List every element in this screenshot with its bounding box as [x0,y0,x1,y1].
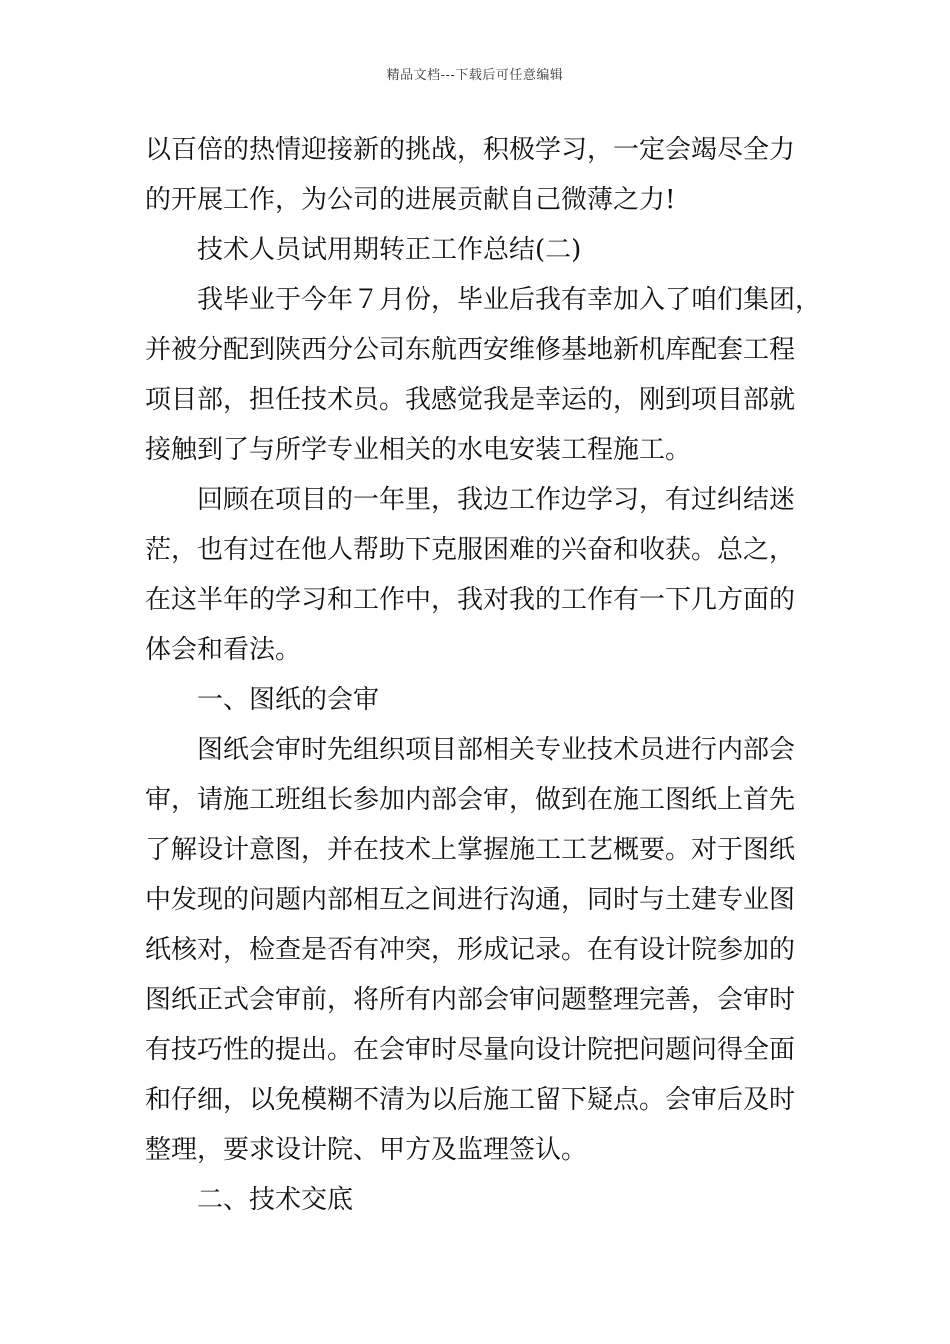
paragraph-line: 并被分配到陕西分公司东航西安维修基地新机库配套工程 [145,335,796,365]
paragraph-line: 我毕业于今年７月份，毕业后我有幸加入了咱们集团， [197,285,822,315]
paragraph-line: 接触到了与所学专业相关的水电安装工程施工。 [145,435,692,465]
paragraph-line: 纸核对，检查是否有冲突，形成记录。在有设计院参加的 [145,935,796,965]
paragraph-line: 的开展工作，为公司的进展贡献自己微薄之力! [145,185,676,215]
paragraph-line: 以百倍的热情迎接新的挑战，积极学习，一定会竭尽全力 [145,135,796,165]
paragraph-line: 和仔细，以免模糊不清为以后施工留下疑点。会审后及时 [145,1085,796,1115]
paragraph-line: 整理，要求设计院、甲方及监理签认。 [145,1135,588,1165]
section-heading: 一、图纸的会审 [197,685,380,715]
paragraph-line: 体会和看法。 [145,635,302,665]
paragraph-line: 图纸会审时先组织项目部相关专业技术员进行内部会 [197,735,796,765]
paragraph-line: 回顾在项目的一年里，我边工作边学习，有过纠结迷 [197,485,796,515]
page-header: 精品文档---下载后可任意编辑 [386,68,564,83]
paragraph-line: 项目部，担任技术员。我感觉我是幸运的，刚到项目部就 [145,385,796,415]
section-heading: 二、技术交底 [197,1185,354,1215]
section-title: 技术人员试用期转正工作总结(二) [197,235,582,265]
paragraph-line: 图纸正式会审前，将所有内部会审问题整理完善，会审时 [145,985,796,1015]
paragraph-line: 中发现的问题内部相互之间进行沟通，同时与土建专业图 [145,885,796,915]
paragraph-line: 有技巧性的提出。在会审时尽量向设计院把问题问得全面 [145,1035,796,1065]
paragraph-line: 审，请施工班组长参加内部会审，做到在施工图纸上首先 [145,785,796,815]
paragraph-line: 茫，也有过在他人帮助下克服困难的兴奋和收获。总之， [145,535,796,565]
paragraph-line: 了解设计意图，并在技术上掌握施工工艺概要。对于图纸 [145,835,796,865]
paragraph-line: 在这半年的学习和工作中，我对我的工作有一下几方面的 [145,585,796,615]
